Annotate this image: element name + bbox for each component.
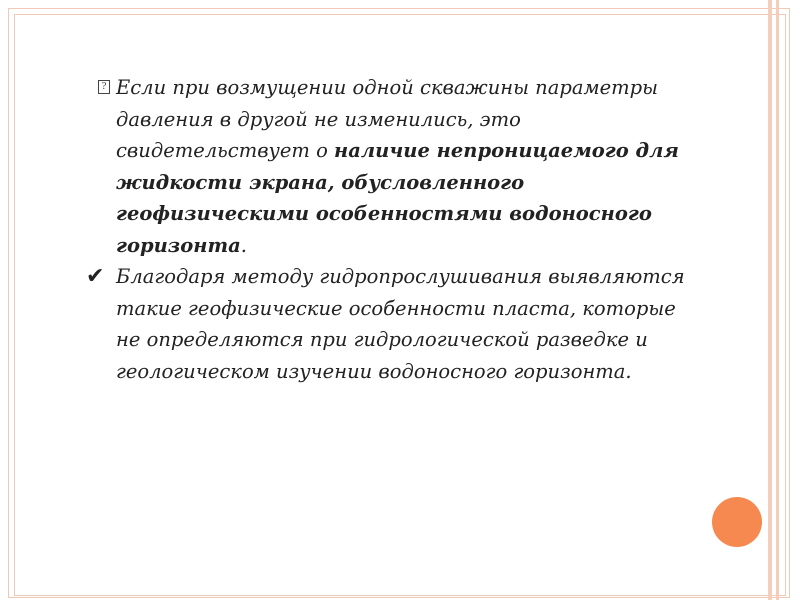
paragraph-2-text: Благодаря методу гидропрослушивания выявляются такие геофизические особенности пласта, которые не определяются при гидрологической разведке и геологическом изучении водоносного горизонта. (116, 265, 685, 383)
bullet-paragraph-2 (88, 261, 688, 387)
decorative-orange-circle (712, 497, 762, 547)
bullet-paragraph-1 (88, 72, 688, 261)
paragraph-1-text: Если при возмущении одной скважины параметры давления в другой не изменились, это свидетельствует о (116, 76, 659, 162)
paragraph-1-bold: наличие непроницаемого для жидкости экрана, обусловленного геофизическими особенностями водоносного горизонта (116, 139, 679, 257)
box-icon: ? (98, 80, 110, 94)
check-icon: ✔ (86, 264, 105, 289)
right-accent-stripe-2 (776, 0, 779, 600)
slide-body (88, 72, 688, 387)
paragraph-1-end: . (240, 233, 247, 257)
right-accent-stripe (768, 0, 772, 600)
